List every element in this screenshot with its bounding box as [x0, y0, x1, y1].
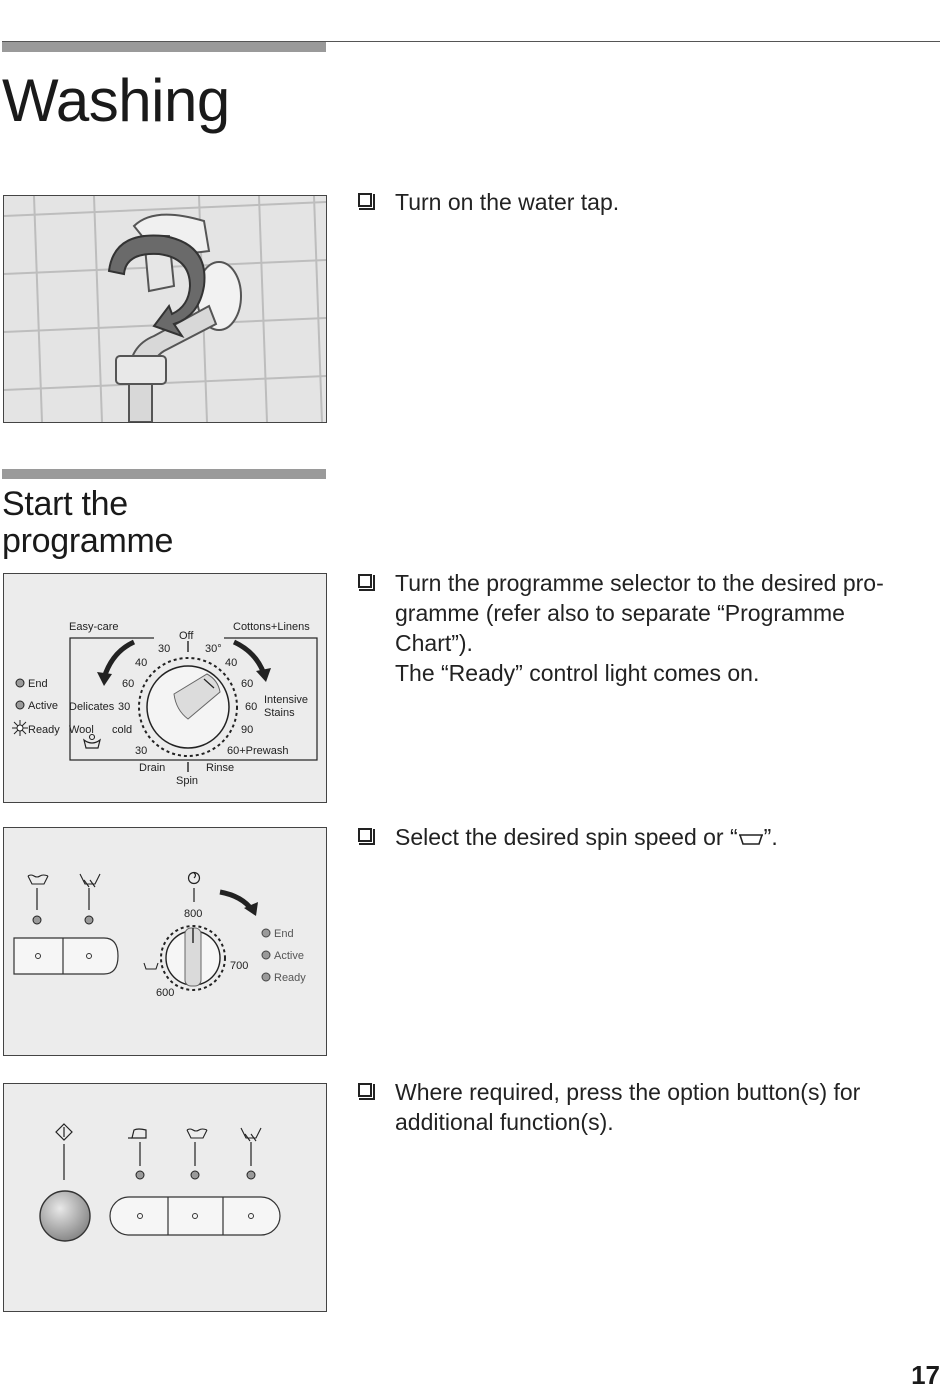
label-spin: Spin [176, 775, 199, 787]
step-text-line2: gramme (refer also to separate “Programme [395, 600, 845, 626]
speed-800-label: 800 [184, 908, 203, 920]
label-ready: Ready [28, 724, 60, 736]
label-30-bottom: 30 [135, 745, 148, 757]
step-text-line1: Where required, press the option button(s) for [395, 1079, 861, 1105]
label-active: Active [274, 950, 304, 962]
ready-light-glow-icon [12, 720, 28, 736]
step-text-line1: Turn the programme selector to the desired pro- [395, 570, 884, 596]
label-60-intensive: 60 [245, 701, 258, 713]
no-spin-icon [738, 831, 764, 847]
step-text-line2: additional function(s). [395, 1109, 614, 1135]
label-rinse: Rinse [206, 762, 235, 774]
start-button[interactable] [40, 1191, 90, 1241]
label-intensive: Intensive [264, 694, 309, 706]
label-90: 90 [241, 724, 254, 736]
label-cold: cold [112, 724, 133, 736]
label-40-left: 40 [135, 657, 148, 669]
step-option-buttons [358, 1077, 928, 1137]
label-off: Off [179, 630, 194, 642]
label-easy-care: Easy-care [69, 621, 119, 633]
ready-indicator-light [262, 973, 270, 981]
checkbox-bullet-icon [358, 193, 372, 207]
checkbox-bullet-icon [358, 574, 372, 588]
label-prewash: 60+Prewash [227, 745, 289, 757]
label-40-right: 40 [225, 657, 238, 669]
label-delicates-30: 30 [118, 701, 131, 713]
label-active: Active [28, 700, 58, 712]
step-text [395, 822, 928, 852]
programme-selector-panel [3, 573, 327, 803]
intensive-indicator-light [191, 1171, 199, 1179]
section-title-line2: programme [2, 522, 174, 560]
active-indicator-light [16, 701, 24, 709]
label-wool: Wool [69, 724, 94, 736]
end-indicator-light [16, 679, 24, 687]
prewash-indicator-light [247, 1171, 255, 1179]
label-end: End [274, 928, 294, 940]
spin-speed-panel [3, 827, 327, 1056]
step-text-line3: Chart”). [395, 630, 473, 656]
label-stains: Stains [264, 707, 295, 719]
label-30-deg: 30° [205, 643, 222, 655]
prewash-indicator-light [85, 916, 93, 924]
section-bar [2, 469, 326, 479]
step-text-before: Select the desired spin speed or “ [395, 824, 738, 850]
label-60-left: 60 [122, 678, 135, 690]
option-buttons-panel [3, 1083, 327, 1312]
step-text: Turn on the water tap. [395, 189, 620, 215]
easy-iron-indicator-light [136, 1171, 144, 1179]
label-delicates: Delicates [69, 701, 115, 713]
step-turn-on-tap [358, 187, 928, 217]
page-title: Washing [2, 67, 230, 134]
water-tap-illustration [3, 195, 327, 423]
title-bar [2, 42, 326, 52]
step-text-after: ”. [763, 824, 778, 850]
section-title [2, 486, 322, 560]
label-ready: Ready [274, 972, 306, 984]
label-30-left: 30 [158, 643, 171, 655]
label-cottons-linens: Cottons+Linens [233, 621, 310, 633]
step-text-line4: The “Ready” control light comes on. [395, 660, 760, 686]
checkbox-bullet-icon [358, 1083, 372, 1097]
speed-700-label: 700 [230, 960, 249, 972]
intensive-indicator-light [33, 916, 41, 924]
label-60-right: 60 [241, 678, 254, 690]
page-number: 17 [911, 1360, 940, 1390]
speed-600-label: 600 [156, 987, 175, 999]
label-drain: Drain [139, 762, 166, 774]
label-end: End [28, 678, 48, 690]
step-spin-speed [358, 822, 928, 852]
end-indicator-light [262, 929, 270, 937]
step-programme-selector [358, 568, 928, 688]
checkbox-bullet-icon [358, 828, 372, 842]
section-title-line1: Start the [2, 485, 128, 523]
active-indicator-light [262, 951, 270, 959]
